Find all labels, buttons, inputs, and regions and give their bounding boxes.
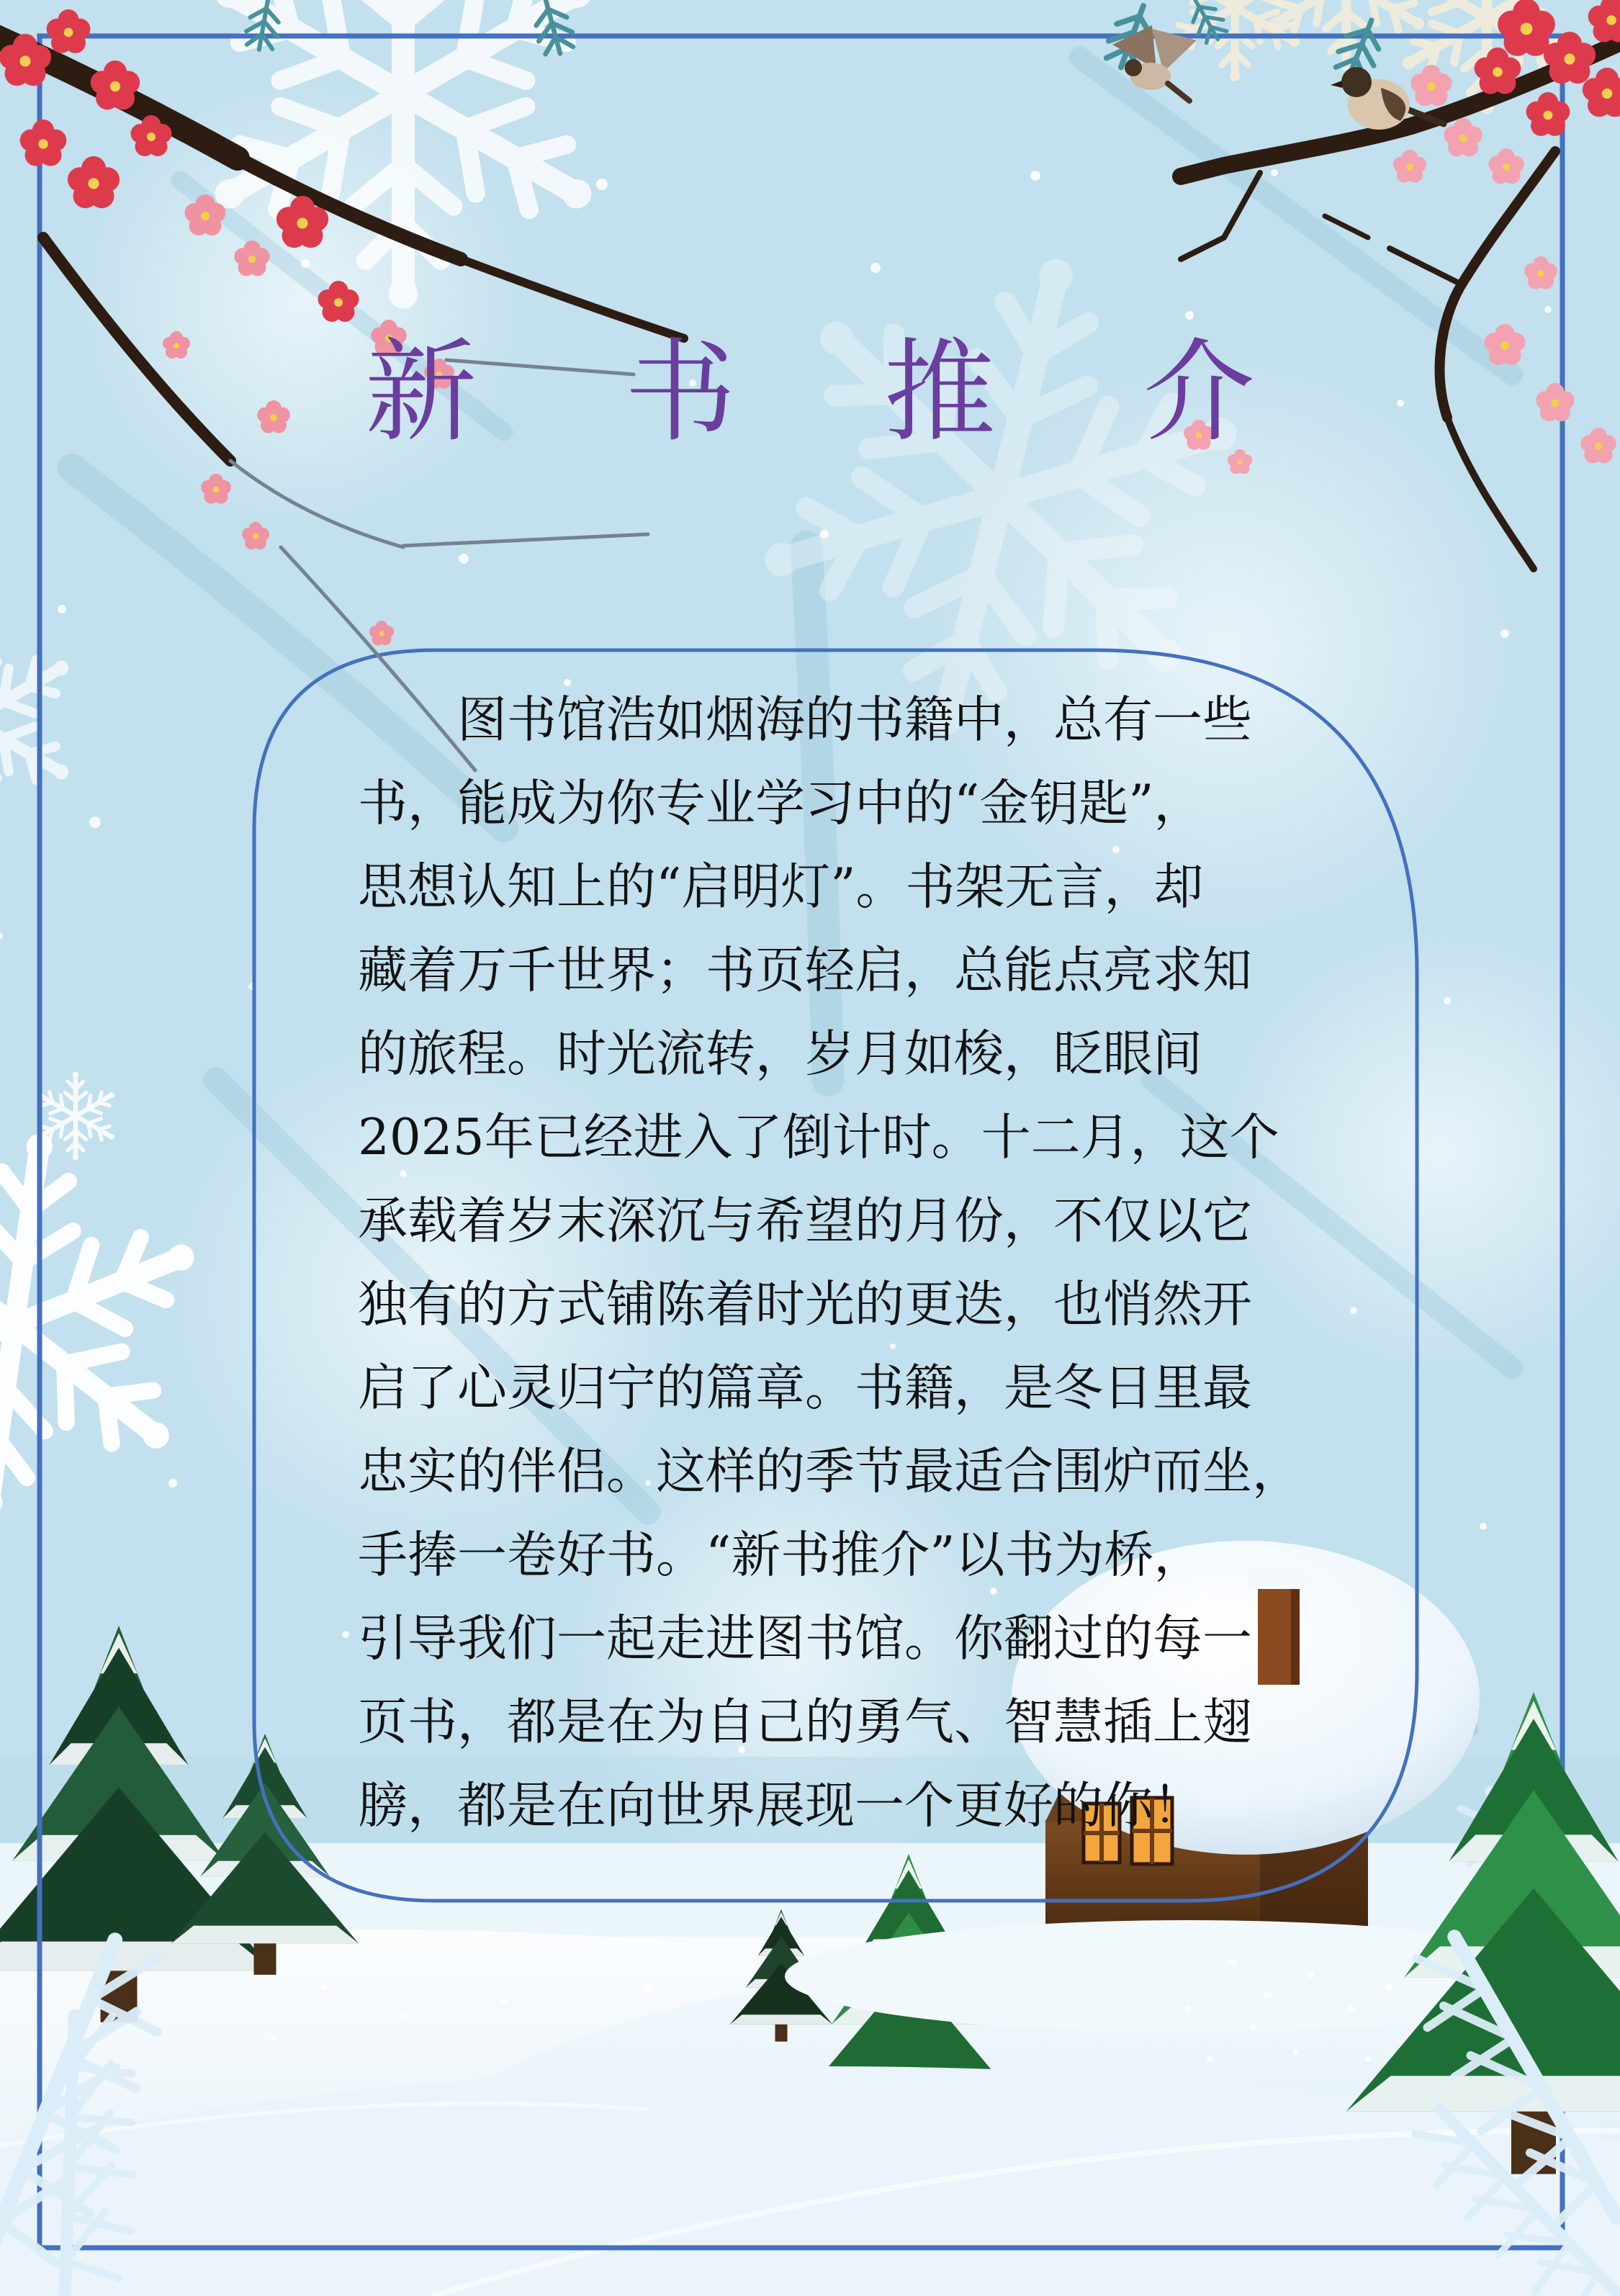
paragraph-line: 书，能成为你专业学习中的“金钥匙”，	[358, 775, 1204, 832]
paragraph-line: 2025年已经进入了倒计时。十二月，这个	[358, 1109, 1279, 1166]
paragraph-line: 独有的方式铺陈着时光的更迭，也悄然开	[358, 1276, 1252, 1333]
paragraph-line: 页书，都是在为自己的勇气、智慧插上翅	[358, 1693, 1252, 1751]
paragraph-line: 思想认知上的“启明灯”。书架无言，却	[358, 858, 1204, 916]
paragraph-line: 膀，都是在向世界展现一个更好的你！	[358, 1777, 1202, 1834]
paragraph-line: 启了心灵归宁的篇章。书籍，是冬日里最	[358, 1359, 1252, 1417]
paragraph-line: 忠实的伴侣。这样的季节最适合围炉而坐，	[358, 1443, 1302, 1500]
paragraph-line: 引导我们一起走进图书馆。你翻过的每一	[358, 1610, 1252, 1667]
paragraph-line: 藏着万千世界；书页轻启，总能点亮求知	[358, 942, 1252, 999]
paragraph-line: 手捧一卷好书。“新书推介”以书为桥，	[358, 1526, 1204, 1584]
intro-paragraph	[358, 678, 1341, 1847]
paragraph-line: 图书馆浩如烟海的书籍中，总有一些	[457, 691, 1252, 749]
poster-title: 新 书 推 介	[365, 327, 1311, 457]
paragraph-line: 承载着岁末深沉与希望的月份，不仅以它	[358, 1192, 1252, 1250]
paragraph-line: 的旅程。时光流转，岁月如梭，眨眼间	[358, 1025, 1202, 1083]
